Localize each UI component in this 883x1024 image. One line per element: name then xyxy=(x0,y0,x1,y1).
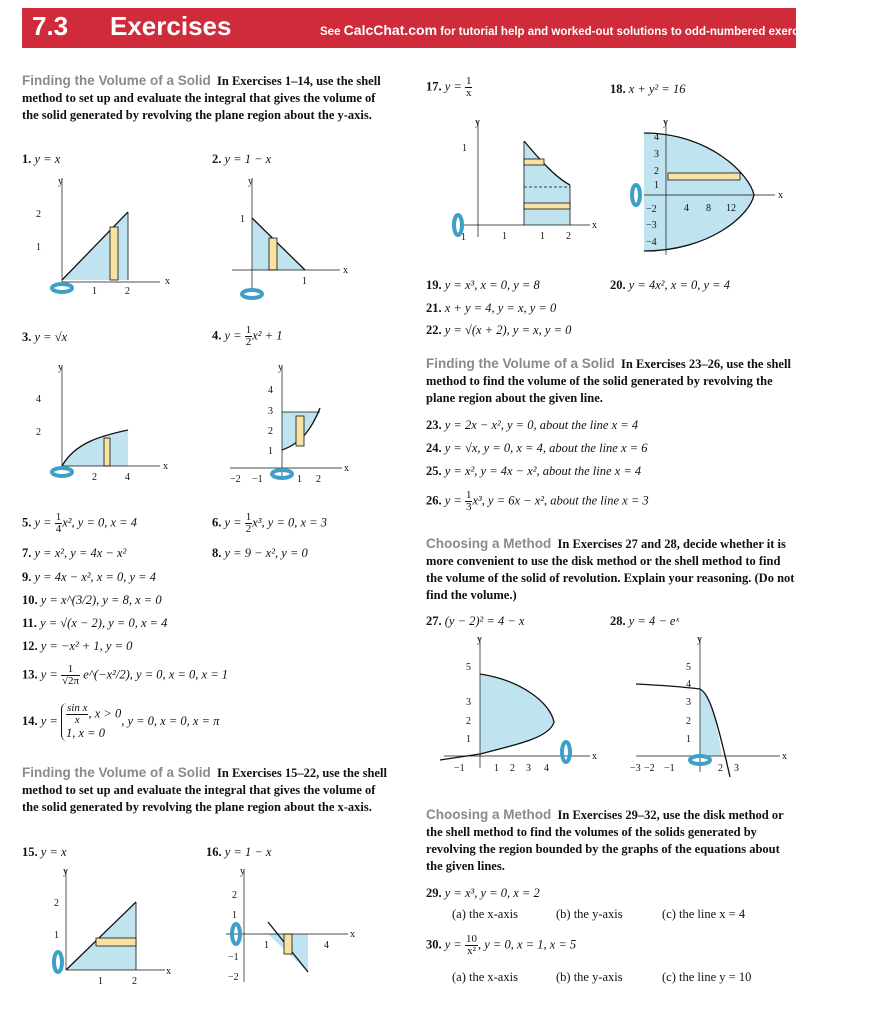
svg-text:3: 3 xyxy=(526,763,531,774)
exercise-number: 10. xyxy=(22,593,38,607)
graph-16 xyxy=(218,862,368,992)
exercise-number: 2. xyxy=(212,152,222,166)
section-2-header: Finding the Volume of a Solid xyxy=(22,765,211,780)
exercise-equation: y = x xyxy=(40,845,67,859)
section-4-header: Choosing a Method xyxy=(426,536,552,551)
exercise-22 xyxy=(426,323,571,338)
fraction xyxy=(66,703,88,726)
exercise-1 xyxy=(22,152,60,167)
svg-text:1: 1 xyxy=(466,734,471,745)
numerator: 1 xyxy=(55,511,62,523)
exercise-21 xyxy=(426,301,556,316)
svg-text:x: x xyxy=(163,461,168,472)
svg-text:−2: −2 xyxy=(646,204,657,215)
exercise-28 xyxy=(610,614,679,629)
svg-text:4: 4 xyxy=(684,203,689,214)
section-5-text-b: method or the shell method to find the volumes of the solids generated by revolving the region bounded by the graphs of the equations about the given lines. xyxy=(426,808,784,873)
svg-text:y: y xyxy=(58,176,63,187)
exercise-equation: y = x², y = 4x − x², about the line x = 4 xyxy=(444,464,642,478)
exercise-number: 5. xyxy=(22,515,32,530)
svg-text:−2: −2 xyxy=(230,474,241,485)
svg-text:12: 12 xyxy=(726,203,736,214)
svg-text:5: 5 xyxy=(466,662,471,673)
exercise-equation: y = xyxy=(444,937,465,952)
svg-text:2: 2 xyxy=(654,166,659,177)
svg-text:2: 2 xyxy=(232,890,237,901)
svg-text:8: 8 xyxy=(706,203,711,214)
svg-text:4: 4 xyxy=(654,132,659,143)
exercise-20 xyxy=(610,278,730,293)
svg-text:2: 2 xyxy=(132,976,137,987)
svg-text:1: 1 xyxy=(494,763,499,774)
exercise-equation: y = 4 − eˣ xyxy=(628,614,679,628)
svg-text:−3: −3 xyxy=(646,220,657,231)
denominator: x² xyxy=(467,945,476,957)
svg-text:1: 1 xyxy=(240,214,245,225)
svg-text:2: 2 xyxy=(316,474,321,485)
exercise-number: 15. xyxy=(22,845,38,859)
svg-text:2: 2 xyxy=(36,427,41,438)
exercise-number: 8. xyxy=(212,546,222,560)
svg-text:−1: −1 xyxy=(228,952,239,963)
graph-4 xyxy=(222,358,372,488)
exercise-18 xyxy=(610,82,685,97)
exercise-number: 11. xyxy=(22,616,37,630)
svg-text:4: 4 xyxy=(324,940,329,951)
exercise-13 xyxy=(22,664,228,687)
graph-27 xyxy=(440,632,600,777)
exercise-29 xyxy=(426,886,540,901)
svg-text:1: 1 xyxy=(264,940,269,951)
svg-text:x: x xyxy=(165,276,170,287)
svg-text:y: y xyxy=(248,176,253,187)
fraction xyxy=(61,664,80,687)
section-title: Exercises xyxy=(110,11,232,41)
exercise-number: 14. xyxy=(22,713,38,728)
exercise-30-opt-b: (b) the y-axis xyxy=(556,970,623,984)
exercise-number: 29. xyxy=(426,886,442,900)
svg-text:3: 3 xyxy=(268,406,273,417)
svg-text:4: 4 xyxy=(125,472,130,483)
numerator: 10 xyxy=(465,933,477,945)
exercise-8 xyxy=(212,546,308,561)
exercise-equation-rest: e^(−x²/2), y = 0, x = 0, x = 1 xyxy=(83,667,229,682)
svg-text:1: 1 xyxy=(268,446,273,457)
exercise-equation: y = √(x + 2), y = x, y = 0 xyxy=(444,323,572,337)
svg-text:4: 4 xyxy=(544,763,549,774)
svg-text:2: 2 xyxy=(718,763,723,774)
svg-text:1: 1 xyxy=(36,242,41,253)
section-1-text-b: shell method to set up and evaluate the integral that gives the volume of the solid generated by revolving the plane region about the y-axis. xyxy=(22,74,381,122)
section-1-instructions xyxy=(22,72,394,124)
denominator: 3 xyxy=(465,501,472,513)
svg-text:y: y xyxy=(475,117,480,128)
exercise-9 xyxy=(22,570,156,585)
exercise-10 xyxy=(22,593,162,608)
exercise-5 xyxy=(22,512,137,535)
exercise-2 xyxy=(212,152,271,167)
section-3-instructions xyxy=(426,355,798,407)
exercise-3 xyxy=(22,330,67,345)
section-3-text-b: the shell method to find the volume of the solid generated by revolving the plane region about the given line. xyxy=(426,357,791,405)
svg-text:4: 4 xyxy=(36,394,41,405)
exercise-number: 19. xyxy=(426,278,442,292)
exercise-equation: y = x xyxy=(34,152,61,166)
svg-text:1: 1 xyxy=(297,474,302,485)
exercise-number: 4. xyxy=(212,328,222,343)
exercise-equation: y = 9 − x², y = 0 xyxy=(224,546,308,560)
exercise-number: 27. xyxy=(426,614,442,628)
section-5-text-a: In Exercises 29–32, use the disk xyxy=(557,808,726,822)
exercise-number: 24. xyxy=(426,441,442,455)
svg-text:2: 2 xyxy=(125,286,130,297)
exercise-number: 25. xyxy=(426,464,442,478)
exercise-number: 21. xyxy=(426,301,442,315)
exercise-26 xyxy=(426,490,649,513)
exercise-equation: y = x³, x = 0, y = 8 xyxy=(444,278,540,292)
calcchat-note xyxy=(320,22,824,38)
denominator: x xyxy=(74,714,80,726)
exercise-equation: y = x³, y = 0, x = 2 xyxy=(444,886,540,900)
exercise-equation: y = 4x − x², x = 0, y = 4 xyxy=(34,570,156,584)
svg-text:2: 2 xyxy=(54,898,59,909)
fraction xyxy=(465,76,473,99)
exercise-equation-rest: , y = 0, x = 0, x = π xyxy=(121,713,220,728)
svg-text:x: x xyxy=(782,751,787,762)
graph-17 xyxy=(440,115,600,250)
case-two: 1, x = 0 xyxy=(65,726,105,740)
section-1-text-a: In Exercises 1–14, use the xyxy=(217,74,354,88)
exercise-equation: y = xyxy=(444,79,465,94)
svg-text:2: 2 xyxy=(686,716,691,727)
exercise-equation: y = 2x − x², y = 0, about the line x = 4 xyxy=(444,418,639,432)
exercise-equation: x + y = 4, y = x, y = 0 xyxy=(444,301,557,315)
exercise-30-opt-a: (a) the x-axis xyxy=(452,970,518,984)
exercise-equation: x + y² = 16 xyxy=(628,82,686,96)
exercise-equation-rest: x², y = 0, x = 4 xyxy=(62,515,137,530)
exercise-equation: y = √x, y = 0, x = 4, about the line x = 6 xyxy=(444,441,648,455)
svg-text:2: 2 xyxy=(268,426,273,437)
exercise-equation: y = xyxy=(40,667,61,682)
exercise-equation-rest: , y = 0, x = 1, x = 5 xyxy=(477,937,577,952)
exercise-number: 3. xyxy=(22,330,32,344)
section-number: 7.3 xyxy=(32,11,69,41)
svg-text:2: 2 xyxy=(36,209,41,220)
svg-text:x: x xyxy=(778,190,783,201)
numerator: 1 xyxy=(245,324,252,336)
case-condition: , x > 0 xyxy=(88,706,122,721)
graph-15 xyxy=(40,862,180,992)
exercise-30 xyxy=(426,934,576,957)
svg-text:−2: −2 xyxy=(228,972,239,983)
svg-text:x: x xyxy=(592,751,597,762)
exercise-equation: y = xyxy=(34,515,55,530)
exercise-29-opt-b: (b) the y-axis xyxy=(556,907,623,921)
exercise-30-opt-c: (c) the line y = 10 xyxy=(662,970,752,984)
section-banner xyxy=(22,8,825,48)
exercise-equation-rest: x³, y = 6x − x², about the line x = 3 xyxy=(472,493,649,508)
section-4-instructions xyxy=(426,535,798,604)
svg-text:4: 4 xyxy=(686,679,691,690)
svg-text:1: 1 xyxy=(502,231,507,242)
graph-2 xyxy=(222,170,372,300)
exercise-number: 12. xyxy=(22,639,38,653)
svg-text:x: x xyxy=(592,220,597,231)
graph-1 xyxy=(30,170,180,300)
section-2-instructions xyxy=(22,764,394,816)
numerator: 1 xyxy=(245,511,252,523)
svg-text:y: y xyxy=(477,634,482,645)
section-4-text-a: In Exercises 27 and 28, decide xyxy=(557,537,717,551)
svg-text:y: y xyxy=(663,117,668,128)
denominator: 2 xyxy=(245,336,252,348)
svg-text:1: 1 xyxy=(302,276,307,287)
exercise-4 xyxy=(212,325,282,348)
svg-text:2: 2 xyxy=(566,231,571,242)
exercise-equation-rest: x² + 1 xyxy=(252,328,283,343)
svg-text:y: y xyxy=(58,362,63,373)
section-2-text-a: In Exercises 15–22, use xyxy=(217,766,340,780)
exercise-equation: y = xyxy=(444,493,465,508)
exercise-equation: y = xyxy=(224,515,245,530)
graph-28 xyxy=(630,632,790,777)
exercise-number: 22. xyxy=(426,323,442,337)
exercise-equation: y = x^(3/2), y = 8, x = 0 xyxy=(40,593,162,607)
svg-text:x: x xyxy=(350,929,355,940)
exercise-equation: y = 4x², x = 0, y = 4 xyxy=(628,278,730,292)
section-2-text-b: the shell method to set up and evaluate the integral that gives the volume of the solid generated by revolving the plane region about the x-axis. xyxy=(22,766,387,814)
exercise-equation-rest: x³, y = 0, x = 3 xyxy=(252,515,327,530)
svg-text:3: 3 xyxy=(734,763,739,774)
exercise-number: 23. xyxy=(426,418,442,432)
exercise-number: 6. xyxy=(212,515,222,530)
denominator: 4 xyxy=(55,523,62,535)
exercise-25 xyxy=(426,464,641,479)
denominator: x xyxy=(465,87,472,99)
exercise-equation: (y − 2)² = 4 − x xyxy=(444,614,525,628)
exercise-equation: y = xyxy=(224,328,245,343)
exercise-17 xyxy=(426,76,472,99)
exercise-number: 1. xyxy=(22,152,32,166)
exercise-6 xyxy=(212,512,327,535)
exercise-23 xyxy=(426,418,638,433)
exercise-29-opt-a: (a) the x-axis xyxy=(452,907,518,921)
exercise-11 xyxy=(22,616,167,631)
exercise-number: 7. xyxy=(22,546,32,560)
exercise-16 xyxy=(206,845,271,860)
exercise-equation: y = √x xyxy=(34,330,68,344)
exercise-15 xyxy=(22,845,67,860)
denominator: √2π xyxy=(61,675,80,687)
calc-prefix: See xyxy=(320,26,344,38)
numerator: 1 xyxy=(61,664,80,676)
numerator: sin x xyxy=(66,702,88,714)
svg-text:x: x xyxy=(166,966,171,977)
graph-18 xyxy=(630,115,790,255)
svg-text:y: y xyxy=(697,634,702,645)
exercise-number: 26. xyxy=(426,493,442,508)
exercise-equation: y = x², y = 4x − x² xyxy=(34,546,127,560)
exercise-27 xyxy=(426,614,524,629)
fraction xyxy=(465,934,478,957)
svg-text:3: 3 xyxy=(686,697,691,708)
svg-text:1: 1 xyxy=(461,232,466,243)
section-3-header: Finding the Volume of a Solid xyxy=(426,356,615,371)
exercise-equation: y = 1 − x xyxy=(224,152,272,166)
calc-suffix: for tutorial help and worked-out solutions to odd-numbered exercises. xyxy=(437,26,825,38)
svg-text:x: x xyxy=(344,463,349,474)
svg-text:1: 1 xyxy=(54,930,59,941)
exercise-number: 18. xyxy=(610,82,626,96)
svg-text:y: y xyxy=(278,362,283,373)
numerator: 1 xyxy=(465,75,472,87)
exercise-equation: y = −x² + 1, y = 0 xyxy=(40,639,133,653)
svg-text:1: 1 xyxy=(462,143,467,154)
exercise-number: 28. xyxy=(610,614,626,628)
svg-text:4: 4 xyxy=(268,385,273,396)
section-5-header: Choosing a Method xyxy=(426,807,552,822)
exercise-number: 17. xyxy=(426,79,442,94)
exercise-12 xyxy=(22,639,132,654)
svg-text:y: y xyxy=(63,866,68,877)
svg-text:y: y xyxy=(240,866,245,877)
exercise-29-opt-c: (c) the line x = 4 xyxy=(662,907,746,921)
calc-site[interactable]: CalcChat.com xyxy=(343,22,438,38)
exercise-equation: y = 1 − x xyxy=(224,845,272,859)
exercise-number: 9. xyxy=(22,570,32,584)
svg-text:−2: −2 xyxy=(644,763,655,774)
svg-text:1: 1 xyxy=(232,910,237,921)
exercise-number: 13. xyxy=(22,667,38,682)
exercise-14: 14. y = $\frac{\text{sin x}}{x}$ , x > 0 1, x = 0 , y = 0, x = 0, x = π xyxy=(22,702,220,740)
svg-text:−1: −1 xyxy=(664,763,675,774)
section-3-text-a: In Exercises 23–26, use xyxy=(621,357,744,371)
svg-text:−3: −3 xyxy=(630,763,641,774)
svg-text:5: 5 xyxy=(686,662,691,673)
exercise-24 xyxy=(426,441,647,456)
svg-text:3: 3 xyxy=(654,149,659,160)
exercise-number: 30. xyxy=(426,937,442,952)
svg-text:−4: −4 xyxy=(646,237,657,248)
exercise-number: 20. xyxy=(610,278,626,292)
numerator: 1 xyxy=(465,489,472,501)
svg-text:−1: −1 xyxy=(252,474,263,485)
graph-3 xyxy=(30,358,180,488)
svg-text:2: 2 xyxy=(92,472,97,483)
section-1-header: Finding the Volume of a Solid xyxy=(22,73,211,88)
section-4-text-b: whether it is more convenient to use the disk method or the shell method to find the volume of the solid of revolution. Explain your reasoning. (Do not find the volume.) xyxy=(426,537,795,602)
exercise-19 xyxy=(426,278,540,293)
exercise-equation: y = √(x − 2), y = 0, x = 4 xyxy=(40,616,168,630)
svg-text:1: 1 xyxy=(686,734,691,745)
denominator: 2 xyxy=(245,523,252,535)
svg-text:1: 1 xyxy=(92,286,97,297)
svg-text:−1: −1 xyxy=(454,763,465,774)
svg-text:1: 1 xyxy=(98,976,103,987)
exercise-7 xyxy=(22,546,126,561)
svg-text:2: 2 xyxy=(466,716,471,727)
svg-text:1: 1 xyxy=(540,231,545,242)
exercise-number: 16. xyxy=(206,845,222,859)
svg-text:3: 3 xyxy=(466,697,471,708)
svg-text:2: 2 xyxy=(510,763,515,774)
svg-text:x: x xyxy=(343,265,348,276)
section-5-instructions xyxy=(426,806,798,875)
svg-text:1: 1 xyxy=(654,180,659,191)
